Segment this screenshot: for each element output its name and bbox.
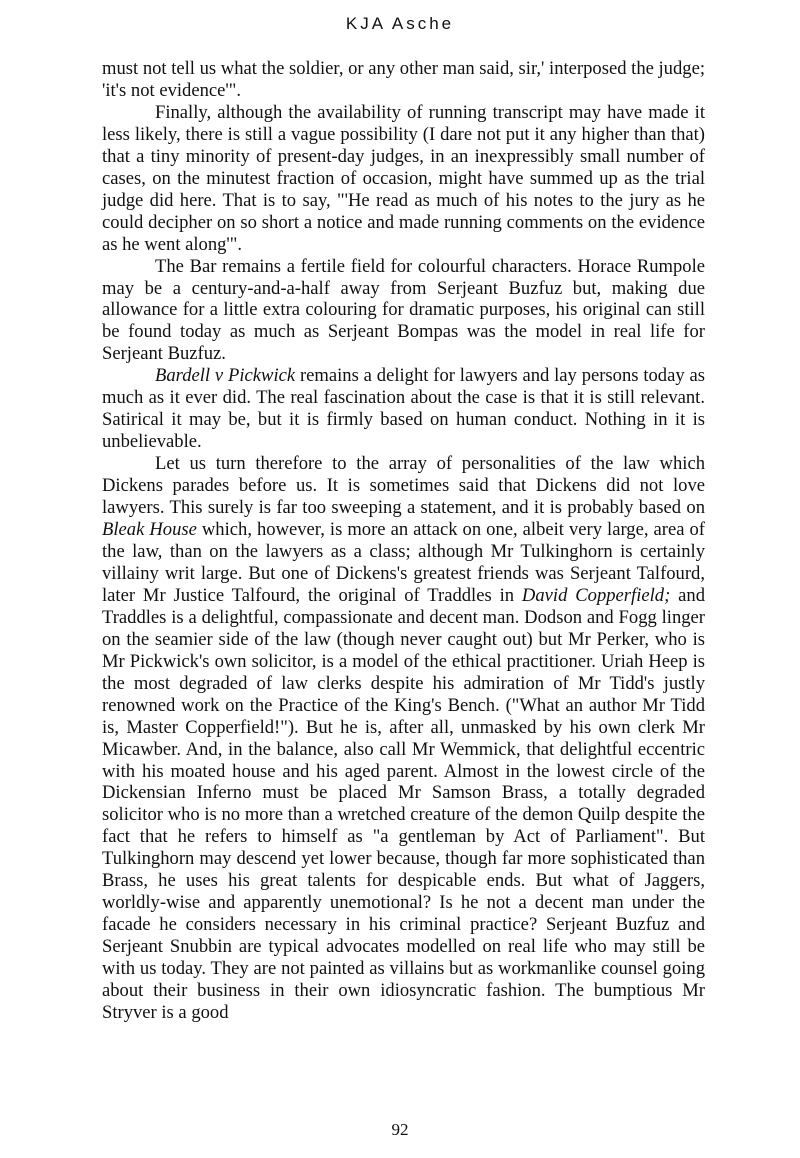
italic-text: Bardell v Pickwick bbox=[155, 365, 296, 387]
italic-text: Bleak House bbox=[102, 519, 197, 541]
italic-text: David Copperfield; bbox=[521, 584, 671, 606]
paragraph bbox=[102, 365, 705, 453]
page-number: 92 bbox=[391, 1120, 409, 1139]
text-segment: The Bar remains a fertile field for colourful characters. Horace Rumpole may be a century-and-a-half away from Serjeant Buzfuz but, making due allowance for a little extra colouring for dramatic purposes, his original can still be found today as much as Serjeant Bompas was the model in real life for Serjeant Buzfuz. bbox=[102, 255, 705, 365]
text-segment: Finally, although the availability of running transcript may have made it less likely, there is still a vague possibility (I dare not put it any higher than that) that a tiny minority of present-day judges, in an inexpressibly small number of cases, on the minutest fraction of occasion, might have summed up as the trial judge did here. That is to say, "'He read as much of his notes to the jury as he could decipher on so short a notice and made running comments on the evidence as he went along'". bbox=[102, 101, 705, 255]
text-segment: and Traddles is a delightful, compassionate and decent man. Dodson and Fogg linger on the seamier side of the law (though never caught out) but Mr Perker, who is Mr Pickwick's own solicitor, is a model of the ethical practitioner. Uriah Heep is the most degraded of law clerks despite his admiration of Mr Tidd's justly renowned work on the Practice of the King's Bench. ("What an author Mr Tidd is, Master Copperfield!"). But he is, after all, unmasked by his own clerk Mr Micawber. And, in the balance, also call Mr Wemmick, that delightful eccentric with his moated house and his aged parent. Almost in the lowest circle of the Dickensian Inferno must be placed Mr Samson Brass, a totally degraded solicitor who is no more than a wretched creature of the demon Quilp despite the fact that he refers to himself as "a gentleman by Act of Parliament". But Tulkinghorn may descend yet lower because, though far more sophisticated than Brass, he uses his great talents for despicable ends. But what of Jaggers, worldly-wise and apparently unemotional? Is he not a decent man under the facade he considers necessary in his criminal practice? Serjeant Buzfuz and Serjeant Snubbin are typical advocates modelled on real life who may still be with us today. They are not painted as villains but as workmanlike counsel going about their business in their own idiosyncratic fashion. The bumptious Mr Stryver is a good bbox=[102, 584, 705, 1023]
text-segment: which, however, is more an attack on one, albeit very large, area of the law, than on the lawyers as a class; although Mr Tulkinghorn is certainly villainy writ large. But one of Dickens's greatest friends was Serjeant Talfourd, later Mr Justice Talfourd, the original of Traddles in bbox=[102, 519, 705, 606]
text-segment: must not tell us what the soldier, or any other man said, sir,' interposed the judge; 'it's not evidence'". bbox=[102, 58, 705, 101]
paragraph bbox=[102, 58, 705, 102]
paragraph bbox=[102, 453, 705, 1024]
text-segment: Let us turn therefore to the array of personalities of the law which Dickens parades before us. It is sometimes said that Dickens did not love lawyers. This surely is far too sweeping a statement, and it is probably based on bbox=[102, 453, 705, 519]
body-text bbox=[102, 58, 705, 1024]
running-head: KJA Asche bbox=[345, 14, 455, 33]
paragraph bbox=[102, 256, 705, 366]
paragraph bbox=[102, 102, 705, 256]
text-segment: remains a delight for lawyers and lay persons today as much as it ever did. The real fascination about the case is that it is still relevant. Satirical it may be, but it is firmly based on human conduct. Nothing in it is unbelievable. bbox=[102, 365, 705, 453]
